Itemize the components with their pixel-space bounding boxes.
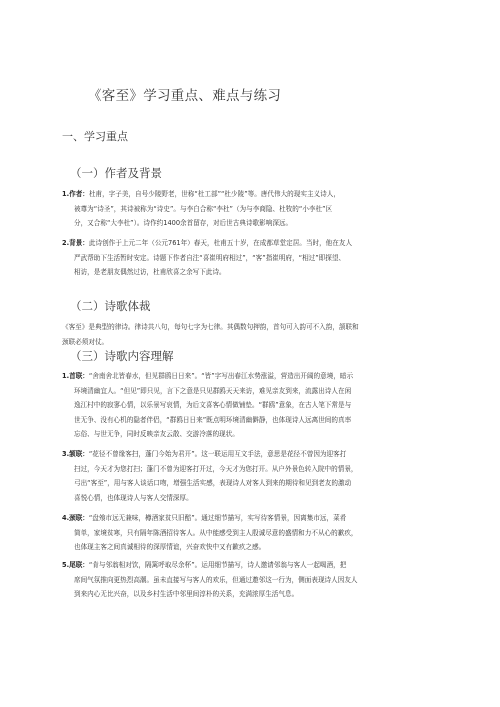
item-text-line: “花径不曾缘客扫，蓬门今始为君开”。这一联运用互文手法，意思是花径不曾因为迎客打 bbox=[88, 450, 347, 458]
item-third-couplet bbox=[62, 511, 442, 555]
item-first-couplet bbox=[62, 369, 442, 442]
subheading-author-background: （一）作者及背景 bbox=[70, 166, 162, 180]
item-label: .首联： bbox=[66, 372, 89, 380]
item-text-line: 简单，家境贫寒，只有隔年陈酒招待客人。从中能感受到主人殷诚尽意的盛情和力不从心的歉疚， bbox=[74, 528, 358, 537]
item-number: 1 bbox=[62, 372, 67, 380]
item-text-line: 席间气氛推向更热烈高潮。虽未直接写与客人的欢乐，但通过邀邻这一行为，侧面表现诗人因友人 bbox=[74, 575, 358, 584]
item-text-line: 环境清幽宜人。“但见”即只见，言下之意是只见群鸥天天来访，难见亲友到来，流露出诗人在闲 bbox=[74, 386, 352, 395]
subheading-content: （三）诗歌内容理解 bbox=[70, 349, 174, 363]
item-final-couplet bbox=[62, 558, 442, 602]
item-label: .作者： bbox=[66, 190, 89, 198]
item-number: 2 bbox=[62, 239, 67, 247]
item-text-line: 被尊为“诗圣”，其诗被称为“诗史”。与李白合称“李杜”（为与李商隐、杜牧的“小李杜”区 bbox=[74, 204, 333, 213]
item-text-line: 分，又合称“大李杜”）。诗作约1400余首留存，对后世古典诗歌影响深远。 bbox=[74, 219, 293, 228]
item-label: .颈联： bbox=[66, 514, 89, 522]
item-text-line: 此诗创作于上元二年（公元761年）春天，杜甫五十岁，在成都草堂定居。当时，他在友人 bbox=[88, 239, 353, 247]
item-text-line: 相访，是老朋友偶然过访，杜甫欣喜之余写下此诗。 bbox=[74, 268, 226, 277]
item-label: .尾联： bbox=[66, 561, 89, 569]
item-number: 3 bbox=[62, 450, 67, 458]
item-text-line: 世无争、没有心机的隐者伴侣，“群鸥日日来”既点明环境清幽僻静，也体现诗人远离世间的真率 bbox=[74, 415, 352, 424]
item-second-couplet bbox=[62, 447, 442, 505]
item-text-line: 喜悦心情，也体现诗人与客人交情深厚。 bbox=[74, 493, 193, 502]
item-text-line: 也体现主客之间真诚相待的深厚情谊，兴奋欢快中又有歉疚之感。 bbox=[74, 543, 266, 552]
text-line: 颈联必须对仗。 bbox=[62, 337, 109, 346]
item-text-line: 到来内心无比兴奋，以及乡村生活中邻里间淳朴的关系，充满浓厚生活气息。 bbox=[74, 590, 299, 599]
item-text-line: 忘俗、与世无争，同时反映亲友云散、交游冷落的现状。 bbox=[74, 430, 239, 439]
item-label: .颔联： bbox=[66, 450, 89, 458]
section-heading-study-focus: 一、学习重点 bbox=[62, 130, 128, 143]
item-number: 5 bbox=[62, 561, 67, 569]
item-text-line: “肯与邻翁相对饮，隔篱呼取尽余杯”。运用细节描写，诗人邀请邻翁与客人一起喝酒，把 bbox=[88, 561, 347, 569]
item-text-line: “舍南舍北皆春水，但见群鸥日日来”。“皆”字写出春江水势涨溢，营造出开阔的意境，暗示 bbox=[88, 372, 354, 380]
paragraph-genre bbox=[62, 320, 442, 349]
item-text-line: 逸江村中的寂寥心情，以乐景写哀情，为后文喜客心情做铺垫。“群鸥”意象，在古人笔下常是与 bbox=[74, 401, 352, 410]
item-text-line: 杜甫，字子美，自号少陵野老，世称“杜工部”“杜少陵”等。唐代伟大的现实主义诗人， bbox=[88, 190, 340, 198]
text-line: 《客至》是典型的律诗。律诗共八句，每句七字为七律。其偶数句押韵，首句可入韵可不入韵，颔联和 bbox=[62, 323, 359, 331]
item-number: 4 bbox=[62, 514, 67, 522]
subheading-genre: （二）诗歌体裁 bbox=[70, 299, 151, 313]
doc-title: 《客至》学习重点、难点与练习 bbox=[88, 88, 282, 104]
item-text-line: 弓出“客至”，用与客人谈话口吻，增强生活实感，表现诗人对客人到来的期待和见到老友的激动 bbox=[74, 479, 352, 488]
item-text-line: 严武帮助下生活暂时安定。诗题下作者自注“喜崔明府相过”，“客”指崔明府，“相过”即探望、 bbox=[74, 253, 346, 262]
item-label: .背景： bbox=[66, 239, 89, 247]
item-number: 1 bbox=[62, 190, 67, 198]
item-background bbox=[62, 236, 442, 280]
item-text-line: 扫过，今天才为您打扫；蓬门不曾为迎客打开过，今天才为您打开。从户外景色转入院中的情景， bbox=[74, 464, 358, 473]
item-author bbox=[62, 187, 442, 231]
item-text-line: “盘飧市远无兼味，樽酒家贫只旧醅”。通过细节描写，实写待客情景，因离集市远，菜肴 bbox=[88, 514, 347, 522]
